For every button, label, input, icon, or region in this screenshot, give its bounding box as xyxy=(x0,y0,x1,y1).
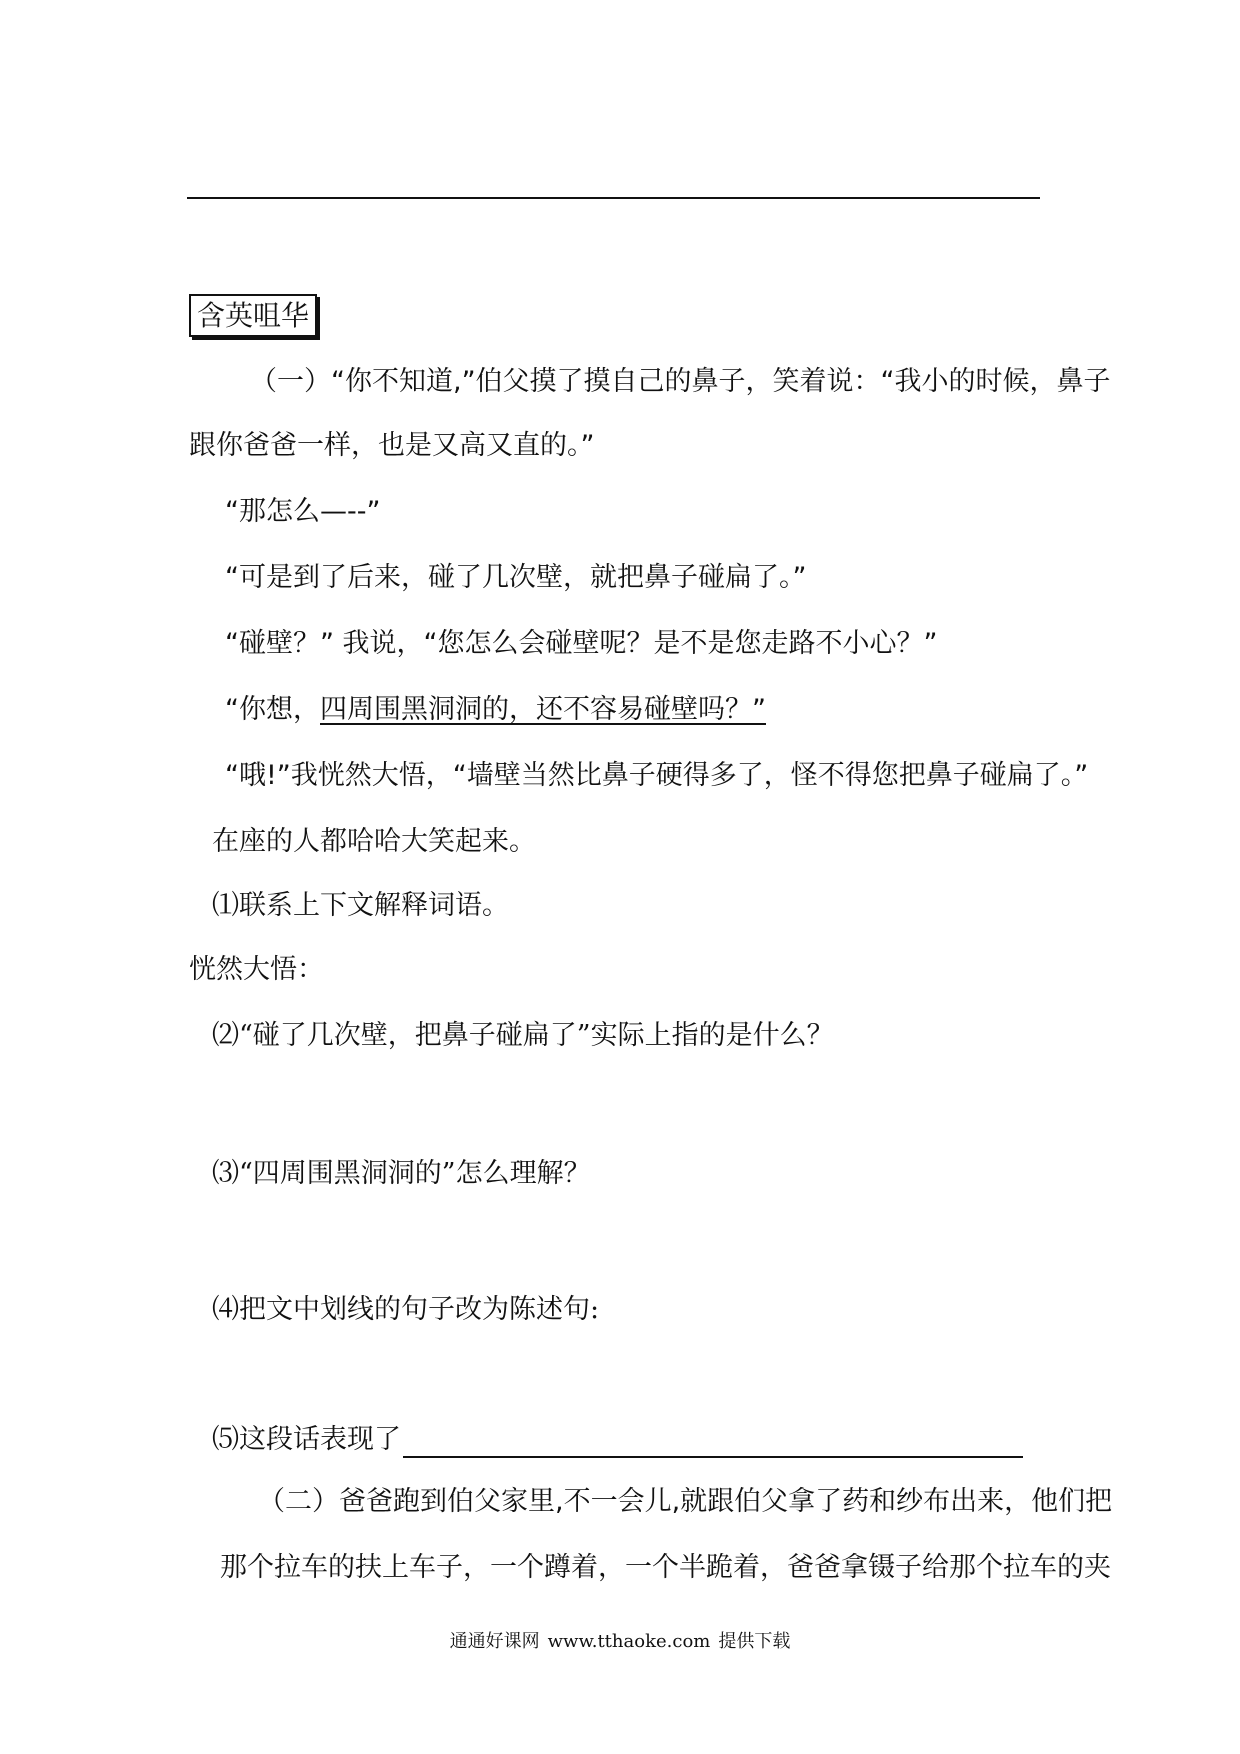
passage1-line-8: 在座的人都哈哈大笑起来。 xyxy=(212,826,536,857)
question-4: ⑷把文中划线的句子改为陈述句: xyxy=(212,1294,600,1325)
footer-site-name: 通通好课网 xyxy=(449,1631,540,1652)
footer-note: 提供下载 xyxy=(718,1631,791,1652)
question-1: ⑴联系上下文解释词语。 xyxy=(212,890,509,921)
footer-url: www.tthaoke.com xyxy=(547,1631,711,1652)
passage2-line-2: 那个拉车的扶上车子，一个蹲着，一个半跪着，爸爸拿镊子给那个拉车的夹 xyxy=(220,1552,1111,1583)
passage1-line-2: 跟你爸爸一样，也是又高又直的。” xyxy=(189,430,595,461)
section-title: 含英咀华 xyxy=(189,294,317,337)
underlined-sentence: 四周围黑洞洞的，还不容易碰壁吗？” xyxy=(320,694,766,725)
question-1-term: 恍然大悟： xyxy=(189,954,324,985)
passage1-line-5: “碰壁？” 我说，“您怎么会碰壁呢？是不是您走路不小心？” xyxy=(225,628,938,659)
question-3: ⑶“四周围黑洞洞的”怎么理解？ xyxy=(212,1158,591,1189)
question-5-label: ⑸这段话表现了 xyxy=(212,1424,401,1455)
question-2: ⑵“碰了几次壁，把鼻子碰扁了”实际上指的是什么？ xyxy=(212,1020,834,1051)
passage1-line-3: “那怎么—--” xyxy=(225,496,381,527)
passage1-line-7: “哦!”我恍然大悟，“墙壁当然比鼻子硬得多了，怪不得您把鼻子碰扁了。” xyxy=(225,760,1089,791)
passage2-line-1: （二）爸爸跑到伯父家里,不一会儿,就跟伯父拿了药和纱布出来，他们把 xyxy=(258,1486,1113,1517)
page-footer xyxy=(0,1630,1240,1654)
passage1-line-6-prefix: “你想， xyxy=(225,694,320,725)
question-5 xyxy=(212,1422,1023,1458)
passage1-line-4: “可是到了后来，碰了几次壁，就把鼻子碰扁了。” xyxy=(225,562,807,593)
passage1-line-1: （一）“你不知道,”伯父摸了摸自己的鼻子，笑着说：“我小的时候，鼻子 xyxy=(250,366,1111,397)
answer-blank xyxy=(403,1428,1023,1458)
header-rule xyxy=(187,197,1040,199)
passage1-line-6 xyxy=(225,692,766,728)
